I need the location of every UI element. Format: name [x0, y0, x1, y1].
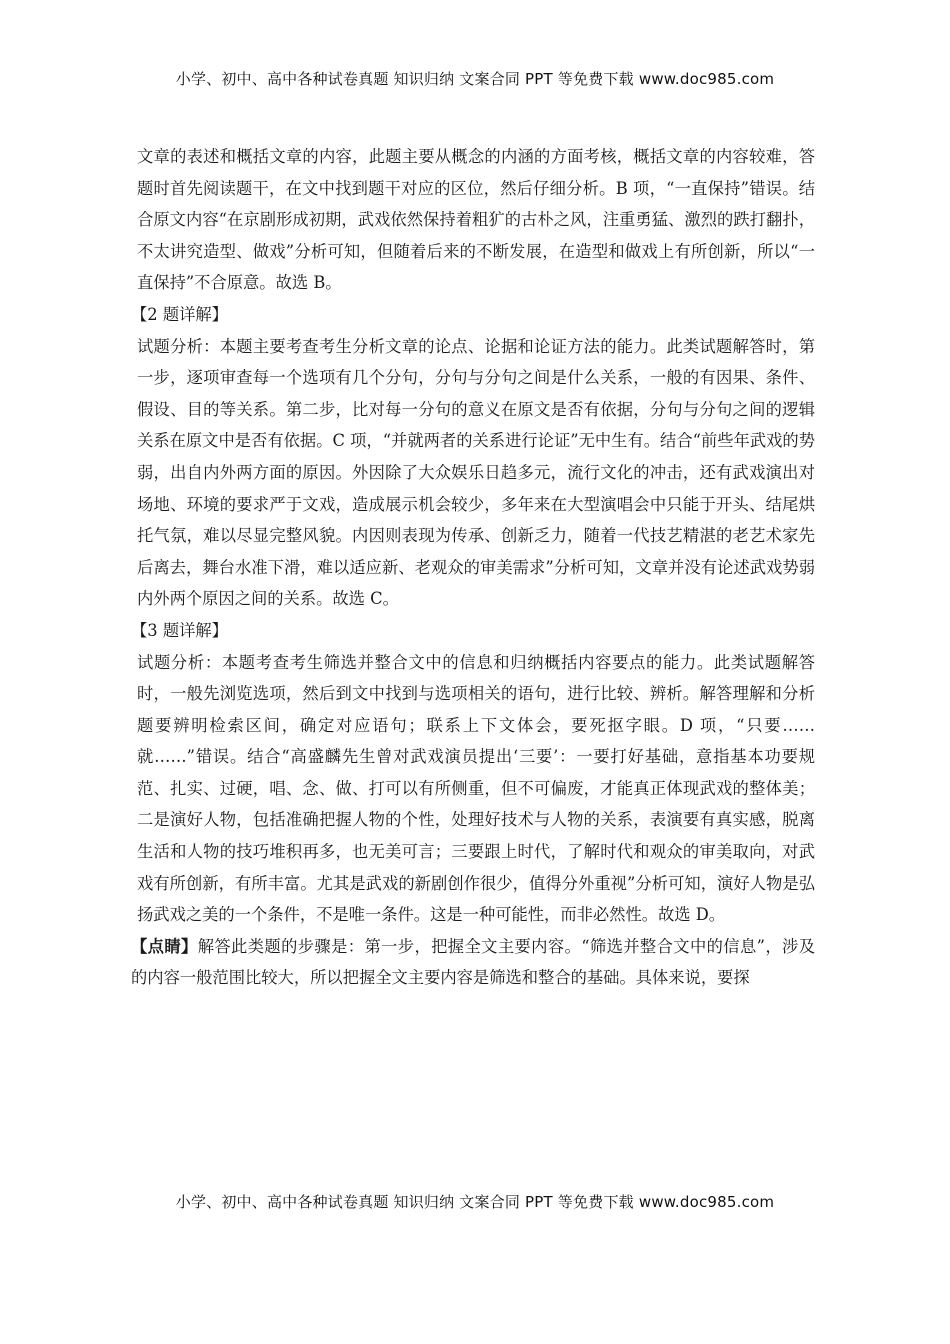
document-body — [131, 141, 815, 994]
paragraph-q2-analysis: 试题分析：本题主要考查考生分析文章的论点、论据和论证方法的能力。此类试题解答时，第一步，逐项审查每一个选项有几个分句，分句与分句之间是什么关系，一般的有因果、条件、假设、目的等关系。第二步，比对每一分句的意义在原文是否有依据，分句与分句之间的逻辑关系在原文中是否有依据。C 项，“并就两者的关系进行论证”无中生有。结合“前些年武戏的势弱，出自内外两方面的原因。外因除了大众娱乐日趋多元，流行文化的冲击，还有武戏演出对场地、环境的要求严于文戏，造成展示机会较少，多年来在大型演唱会中只能于开头、结尾烘托气氛，难以尽显完整风貌。内因则表现为传承、创新乏力，随着一代技艺精湛的老艺术家先后离去，舞台水准下滑，难以适应新、老观众的审美需求”分析可知，文章并没有论述武戏势弱内外两个原因之间的关系。故选 C。 — [137, 336, 815, 609]
tip-text: 解答此类题的步骤是：第一步，把握全文主要内容。“筛选并整合文中的信息”，涉及的内容一般范围比较大，所以把握全文主要内容是筛选和整合的基础。具体来说，要探 — [131, 936, 815, 988]
paragraph-q3-analysis: 试题分析：本题考查考生筛选并整合文中的信息和归纳概括内容要点的能力。此类试题解答时，一般先浏览选项，然后到文中找到与选项相关的语句，进行比较、辨析。解答理解和分析题要辨明检索区间，确定对应语句；联系上下文体会，要死抠字眼。D 项，“只要……就……”错误。结合“高盛麟先生曾对武戏演员提出‘三要’：一要打好基础，意指基本功要规范、扎实、过硬，唱、念、做、打可以有所侧重，但不可偏废，才能真正体现武戏的整体美；二是演好人物，包括准确把握人物的个性，处理好技术与人物的关系，表演要有真实感，脱离生活和人物的技巧堆积再多，也无美可言；三要跟上时代，了解时代和观众的审美取向，对武戏有所创新，有所丰富。尤其是武戏的新剧创作很少，值得分外重视”分析可知，演好人物是弘扬武戏之美的一个条件，不是唯一条件。这是一种可能性，而非必然性。故选 D。 — [137, 652, 815, 925]
tip-label: 【点睛】 — [131, 936, 198, 956]
heading-q2-detail: 【2 题详解】 — [131, 304, 228, 324]
paragraph-tip — [131, 931, 815, 994]
heading-q3-detail: 【3 题详解】 — [131, 620, 228, 640]
page-header: 小学、初中、高中各种试卷真题 知识归纳 文案合同 PPT 等免费下载 www.doc985.com — [175, 70, 775, 88]
paragraph-q1-explanation: 文章的表述和概括文章的内容，此题主要从概念的内涵的方面考核，概括文章的内容较难，答题时首先阅读题干，在文中找到题干对应的区位，然后仔细分析。B 项，“一直保持”错误。结合原文内容“在京剧形成初期，武戏依然保持着粗犷的古朴之风，注重勇猛、激烈的跌打翻扑，不太讲究造型、做戏”分析可知，但随着后来的不断发展，在造型和做戏上有所创新，所以“一直保持”不合原意。故选 B。 — [137, 147, 815, 293]
page-footer: 小学、初中、高中各种试卷真题 知识归纳 文案合同 PPT 等免费下载 www.doc985.com — [175, 1193, 775, 1211]
